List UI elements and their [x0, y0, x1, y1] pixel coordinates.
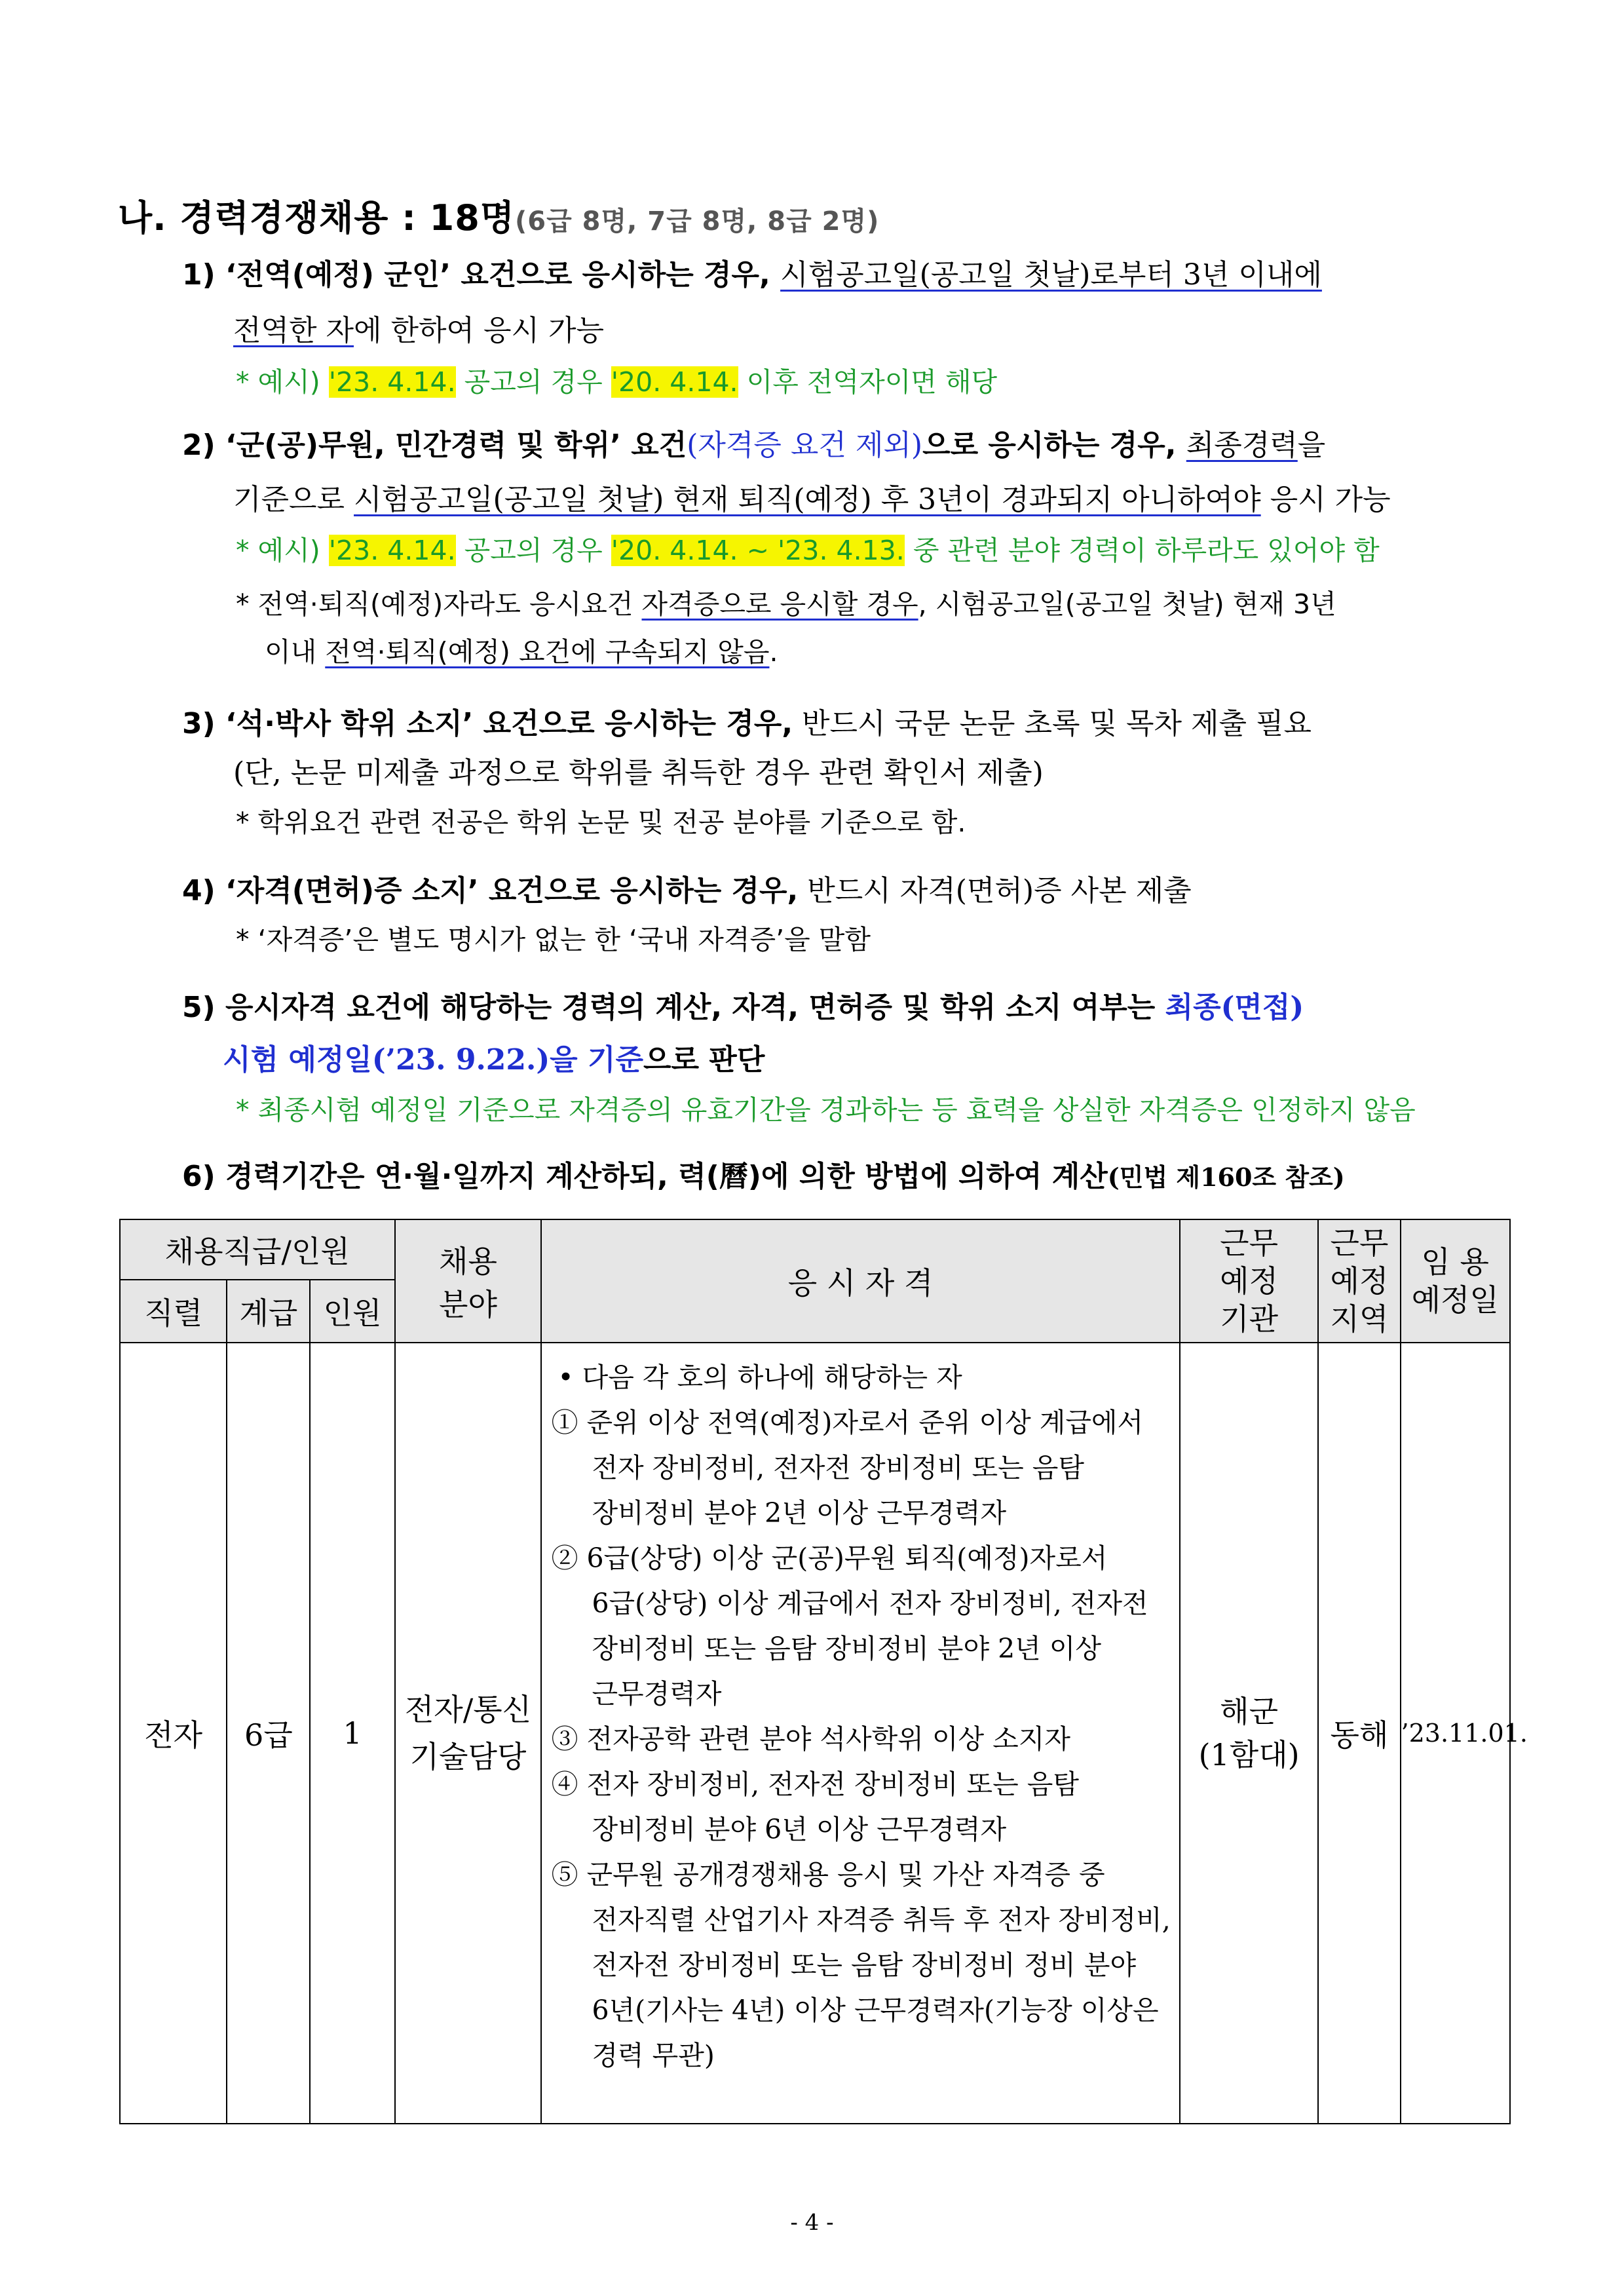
item-4-text: 4) ‘자격(면허)증 소지’ 요건으로 응시하는 경우,: [182, 874, 799, 908]
item-2-text: 으로 응시하는 경우,: [922, 429, 1186, 462]
item-4-text: 반드시 자격(면허)증 사본 제출: [798, 874, 1192, 908]
field-line-1: 전자/통신: [404, 1692, 532, 1727]
item-6-text: 6) 경력기간은 연·월·일까지 계산하되, 력(曆)에 의한 방법에 의하여 계산: [182, 1160, 1108, 1193]
note-highlight: '20. 4.14. ~ '23. 4.13.: [611, 535, 905, 566]
item-5-text: 으로 판단: [643, 1043, 765, 1077]
header-field: 채용 분야: [395, 1219, 542, 1343]
item-3-text: 3) ‘석·박사 학위 소지’ 요건으로 응시하는 경우,: [182, 707, 793, 740]
item-5-note: * 최종시험 예정일 기준으로 자격증의 유효기간을 경과하는 등 효력을 상실한 자격증은 인정하지 않음: [236, 1094, 1416, 1126]
note-underlined: 전역·퇴직(예정) 요건에 구속되지 않음: [325, 636, 770, 668]
item-2-underlined: 최종경력: [1186, 429, 1298, 462]
header-appointment-date: 임 용 예정일: [1401, 1219, 1510, 1343]
note-underlined: 자격증으로 응시할 경우: [641, 588, 918, 620]
note-text: .: [769, 636, 778, 668]
item-1-line-1: [182, 256, 1322, 295]
note-text: * 예시): [236, 535, 329, 566]
item-2-text: 2) ‘군(공)무원, 민간경력 및 학위’ 요건: [182, 429, 687, 462]
header-qualification: 응 시 자 격: [541, 1219, 1179, 1343]
item-4-note: * ‘자격증’은 별도 명시가 없는 한 ‘국내 자격증’을 말함: [236, 924, 871, 955]
table-row: [120, 1343, 1510, 2124]
qual-3: ③ 전자공학 관련 분야 석사학위 이상 소지자: [551, 1723, 1070, 1755]
item-6-line-1: [182, 1157, 1345, 1197]
cell-series: 전자: [120, 1343, 227, 2124]
item-2-underlined: 시험공고일(공고일 첫날) 현재 퇴직(예정) 후 3년이 경과되지 아니하여야: [354, 483, 1261, 516]
note-highlight: '23. 4.14.: [328, 366, 456, 398]
header-group: 채용직급/인원: [120, 1219, 395, 1280]
item-5-text: 5) 응시자격 요건에 해당하는 경력의 계산, 자격, 면허증 및 학위 소지 여부는: [182, 991, 1165, 1024]
item-2-text: 응시 가능: [1260, 483, 1391, 516]
note-highlight: '20. 4.14.: [611, 366, 738, 398]
cell-organization: [1180, 1343, 1319, 2124]
qual-2-cont: 근무경력자: [592, 1678, 722, 1710]
header-grade: 계급: [227, 1280, 310, 1343]
qual-5: ⑤ 군무원 공개경쟁채용 응시 및 가산 자격증 중: [551, 1859, 1105, 1890]
qual-5-cont: 전자전 장비정비 또는 음탐 장비정비 정비 분야: [592, 1949, 1137, 1981]
item-5-line-2: [223, 1041, 765, 1080]
qual-1-cont: 장비정비 분야 2년 이상 근무경력자: [592, 1497, 1007, 1529]
item-1-text-2: 에 한하여 응시 가능: [354, 314, 605, 347]
cell-count: 1: [310, 1343, 394, 2124]
note-text: 공고의 경우: [455, 366, 611, 398]
note-text: 이내: [265, 636, 326, 668]
item-3-line-2: (단, 논문 미제출 과정으로 학위를 취득한 경우 관련 확인서 제출): [233, 756, 1044, 790]
item-2-text: 기준으로: [233, 483, 354, 516]
qual-2-cont: 장비정비 또는 음탐 장비정비 분야 2년 이상: [592, 1633, 1102, 1664]
heading-title: 나. 경력경쟁채용 : 18명: [118, 197, 515, 239]
item-5-line-1: [182, 988, 1304, 1027]
cell-field: [395, 1343, 542, 2124]
header-count: 인원: [310, 1280, 394, 1343]
org-line-1: 해군: [1220, 1694, 1279, 1729]
cell-qualification: [541, 1343, 1179, 2124]
item-2-line-2: [233, 480, 1391, 520]
qual-4: ④ 전자 장비정비, 전자전 장비정비 또는 음탐: [551, 1769, 1079, 1800]
item-1-text: 1) ‘전역(예정) 군인’ 요건으로 응시하는 경우,: [182, 258, 781, 292]
item-1-underlined: 시험공고일(공고일 첫날)로부터 3년 이내에: [780, 258, 1322, 292]
note-text: * 예시): [236, 366, 329, 398]
item-3-text: 반드시 국문 논문 초록 및 목차 제출 필요: [793, 707, 1312, 740]
recruitment-table: [119, 1219, 1528, 2124]
item-2-note-2: [236, 584, 1336, 624]
item-2-note-1: [236, 531, 1380, 570]
qual-5-cont: 6년(기사는 4년) 이상 근무경력자(기능장 이상은: [592, 1995, 1159, 2026]
item-1-underlined-2: 전역한 자: [233, 314, 354, 347]
item-1-note: [236, 362, 997, 402]
org-line-2: (1함대): [1198, 1737, 1300, 1772]
note-text: * 전역·퇴직(예정)자라도 응시요건: [236, 588, 642, 620]
item-2-text: 을: [1297, 429, 1326, 462]
qual-1: ① 준위 이상 전역(예정)자로서 준위 이상 계급에서: [551, 1407, 1144, 1438]
item-2-line-1: [182, 426, 1325, 465]
section-heading: [118, 190, 879, 240]
page-number: - 4 -: [790, 2210, 834, 2236]
item-5-blue: 시험 예정일(’23. 9.22.)을 기준: [223, 1043, 643, 1077]
header-organization: 근무 예정 기관: [1180, 1219, 1319, 1343]
note-text: 중 관련 분야 경력이 하루라도 있어야 함: [904, 535, 1380, 566]
item-1-line-2: [233, 311, 604, 351]
item-3-note: * 학위요건 관련 전공은 학위 논문 및 전공 분야를 기준으로 함.: [236, 807, 966, 838]
note-text: 이후 전역자이면 해당: [738, 366, 998, 398]
note-text: 공고의 경우: [455, 535, 611, 566]
header-series: 직렬: [120, 1280, 227, 1343]
heading-subtitle: (6급 8명, 7급 8명, 8급 2명): [514, 206, 880, 237]
qual-5-cont: 경력 무관): [592, 2040, 715, 2071]
note-highlight: '23. 4.14.: [328, 535, 456, 566]
item-3-line-1: [182, 704, 1312, 744]
qual-5-cont: 전자직렬 산업기사 자격증 취득 후 전자 장비정비,: [592, 1904, 1171, 1936]
field-line-2: 기술담당: [409, 1739, 527, 1774]
item-2-note-3: [265, 632, 778, 672]
item-6-ref: (민법 제160조 참조): [1107, 1162, 1345, 1192]
cell-region: 동해: [1318, 1343, 1400, 2124]
qual-1-cont: 전자 장비정비, 전자전 장비정비 또는 음탐: [592, 1452, 1084, 1483]
qual-2-cont: 6급(상당) 이상 계급에서 전자 장비정비, 전자전: [592, 1588, 1148, 1619]
item-2-blue: (자격증 요건 제외): [687, 429, 923, 462]
header-region: 근무 예정 지역: [1318, 1219, 1400, 1343]
item-5-blue: 최종(면접): [1165, 991, 1304, 1024]
item-4-line-1: [182, 871, 1192, 911]
cell-appointment-date: ’23.11.01.: [1401, 1343, 1510, 2124]
cell-grade: 6급: [227, 1343, 310, 2124]
qual-bullet: • 다음 각 호의 하나에 해당하는 자: [557, 1362, 962, 1393]
qual-2: ② 6급(상당) 이상 군(공)무원 퇴직(예정)자로서: [551, 1542, 1108, 1574]
qual-4-cont: 장비정비 분야 6년 이상 근무경력자: [592, 1814, 1007, 1845]
note-text: , 시험공고일(공고일 첫날) 현재 3년: [918, 588, 1336, 620]
